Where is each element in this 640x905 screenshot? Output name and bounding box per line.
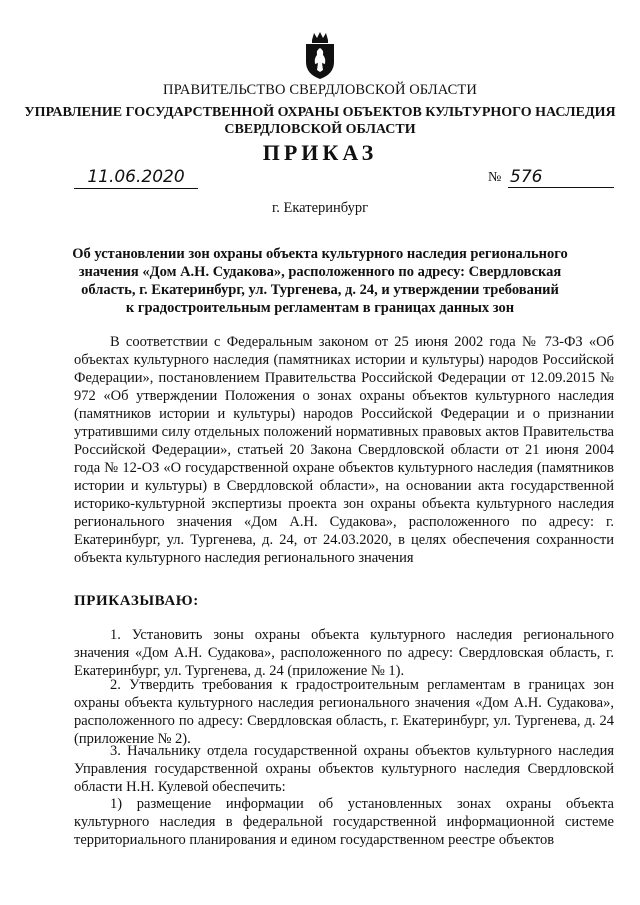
number-label: № bbox=[488, 170, 502, 185]
order-item-3: 3. Начальнику отдела государственной охраны объектов культурного наследия Управления государственной охраны объектов культурного наследия Свердловской области Н.Н. Кулевой обеспечить: bbox=[74, 743, 614, 795]
order-date: 11.06.2020 bbox=[74, 166, 198, 189]
department-line-1: УПРАВЛЕНИЕ ГОСУДАРСТВЕННОЙ ОХРАНЫ ОБЪЕКТОВ КУЛЬТУРНОГО НАСЛЕДИЯ bbox=[24, 105, 616, 120]
order-item-2: 2. Утвердить требования к градостроительным регламентам в границах зон охраны объекта культурного наследия регионального значения «Дом А.Н. Судакова», расположенного по адресу: Свердловская область, г. Екатеринбург, ул. Тургенева, д. 24 (приложение № 2). bbox=[74, 677, 614, 747]
city: г. Екатеринбург bbox=[271, 200, 369, 216]
document-type: ПРИКАЗ bbox=[262, 140, 378, 165]
order-number: 576 bbox=[508, 166, 614, 188]
order-item-3-1: 1) размещение информации об установленных зонах охраны объекта культурного наследия в федеральной государственной информационной системе территориального планирования и едином государственном реестре объектов bbox=[74, 796, 614, 848]
subject-line-2: значения «Дом А.Н. Судакова», расположенного по адресу: Свердловская bbox=[78, 264, 562, 280]
order-word: ПРИКАЗЫВАЮ: bbox=[74, 593, 199, 609]
order-subject bbox=[0, 245, 640, 317]
department-line-2: СВЕРДЛОВСКОЙ ОБЛАСТИ bbox=[224, 122, 416, 137]
subject-line-1: Об установлении зон охраны объекта культурного наследия регионального bbox=[72, 246, 568, 262]
subject-line-3: область, г. Екатеринбург, ул. Тургенева, д. 24, и утверждении требований bbox=[81, 282, 559, 298]
subject-line-4: к градостроительным регламентам в границах данных зон bbox=[125, 300, 515, 316]
department-name bbox=[0, 104, 640, 138]
government-name: ПРАВИТЕЛЬСТВО СВЕРДЛОВСКОЙ ОБЛАСТИ bbox=[163, 82, 477, 98]
sverdlovsk-coat-of-arms-icon bbox=[300, 30, 340, 80]
preamble-paragraph: В соответствии с Федеральным законом от 25 июня 2002 года № 73-ФЗ «Об объектах культурного наследия (памятниках истории и культуры) народов Российской Федерации», постановлением Правительства Российской Федерации от 12.09.2015 № 972 «Об утверждении Положения о зонах охраны объектов культурного наследия (памятников истории и культуры) народов Российской Федерации и о признании утратившими силу отдельных положений нормативных правовых актов Правительства Российской Федерации», статьей 20 Закона Свердловской области от 21 июня 2004 года № 12-ОЗ «О государственной охране объектов культурного наследия (памятников истории и культуры) в Свердловской области», на основании акта государственной историко-культурной экспертизы проекта зон охраны объекта культурного наследия регионального значения «Дом А.Н. Судакова», расположенного по адресу: г. Екатеринбург, ул. Тургенева, д. 24, от 24.03.2020, в целях обеспечения сохранности объекта культурного наследия регионального значения bbox=[74, 334, 614, 566]
order-item-1: 1. Установить зоны охраны объекта культурного наследия регионального значения «Дом А.Н. Судакова», расположенного по адресу: Свердловская область, г. Екатеринбург, ул. Тургенева, д. 24 (приложение № 1). bbox=[74, 627, 614, 679]
